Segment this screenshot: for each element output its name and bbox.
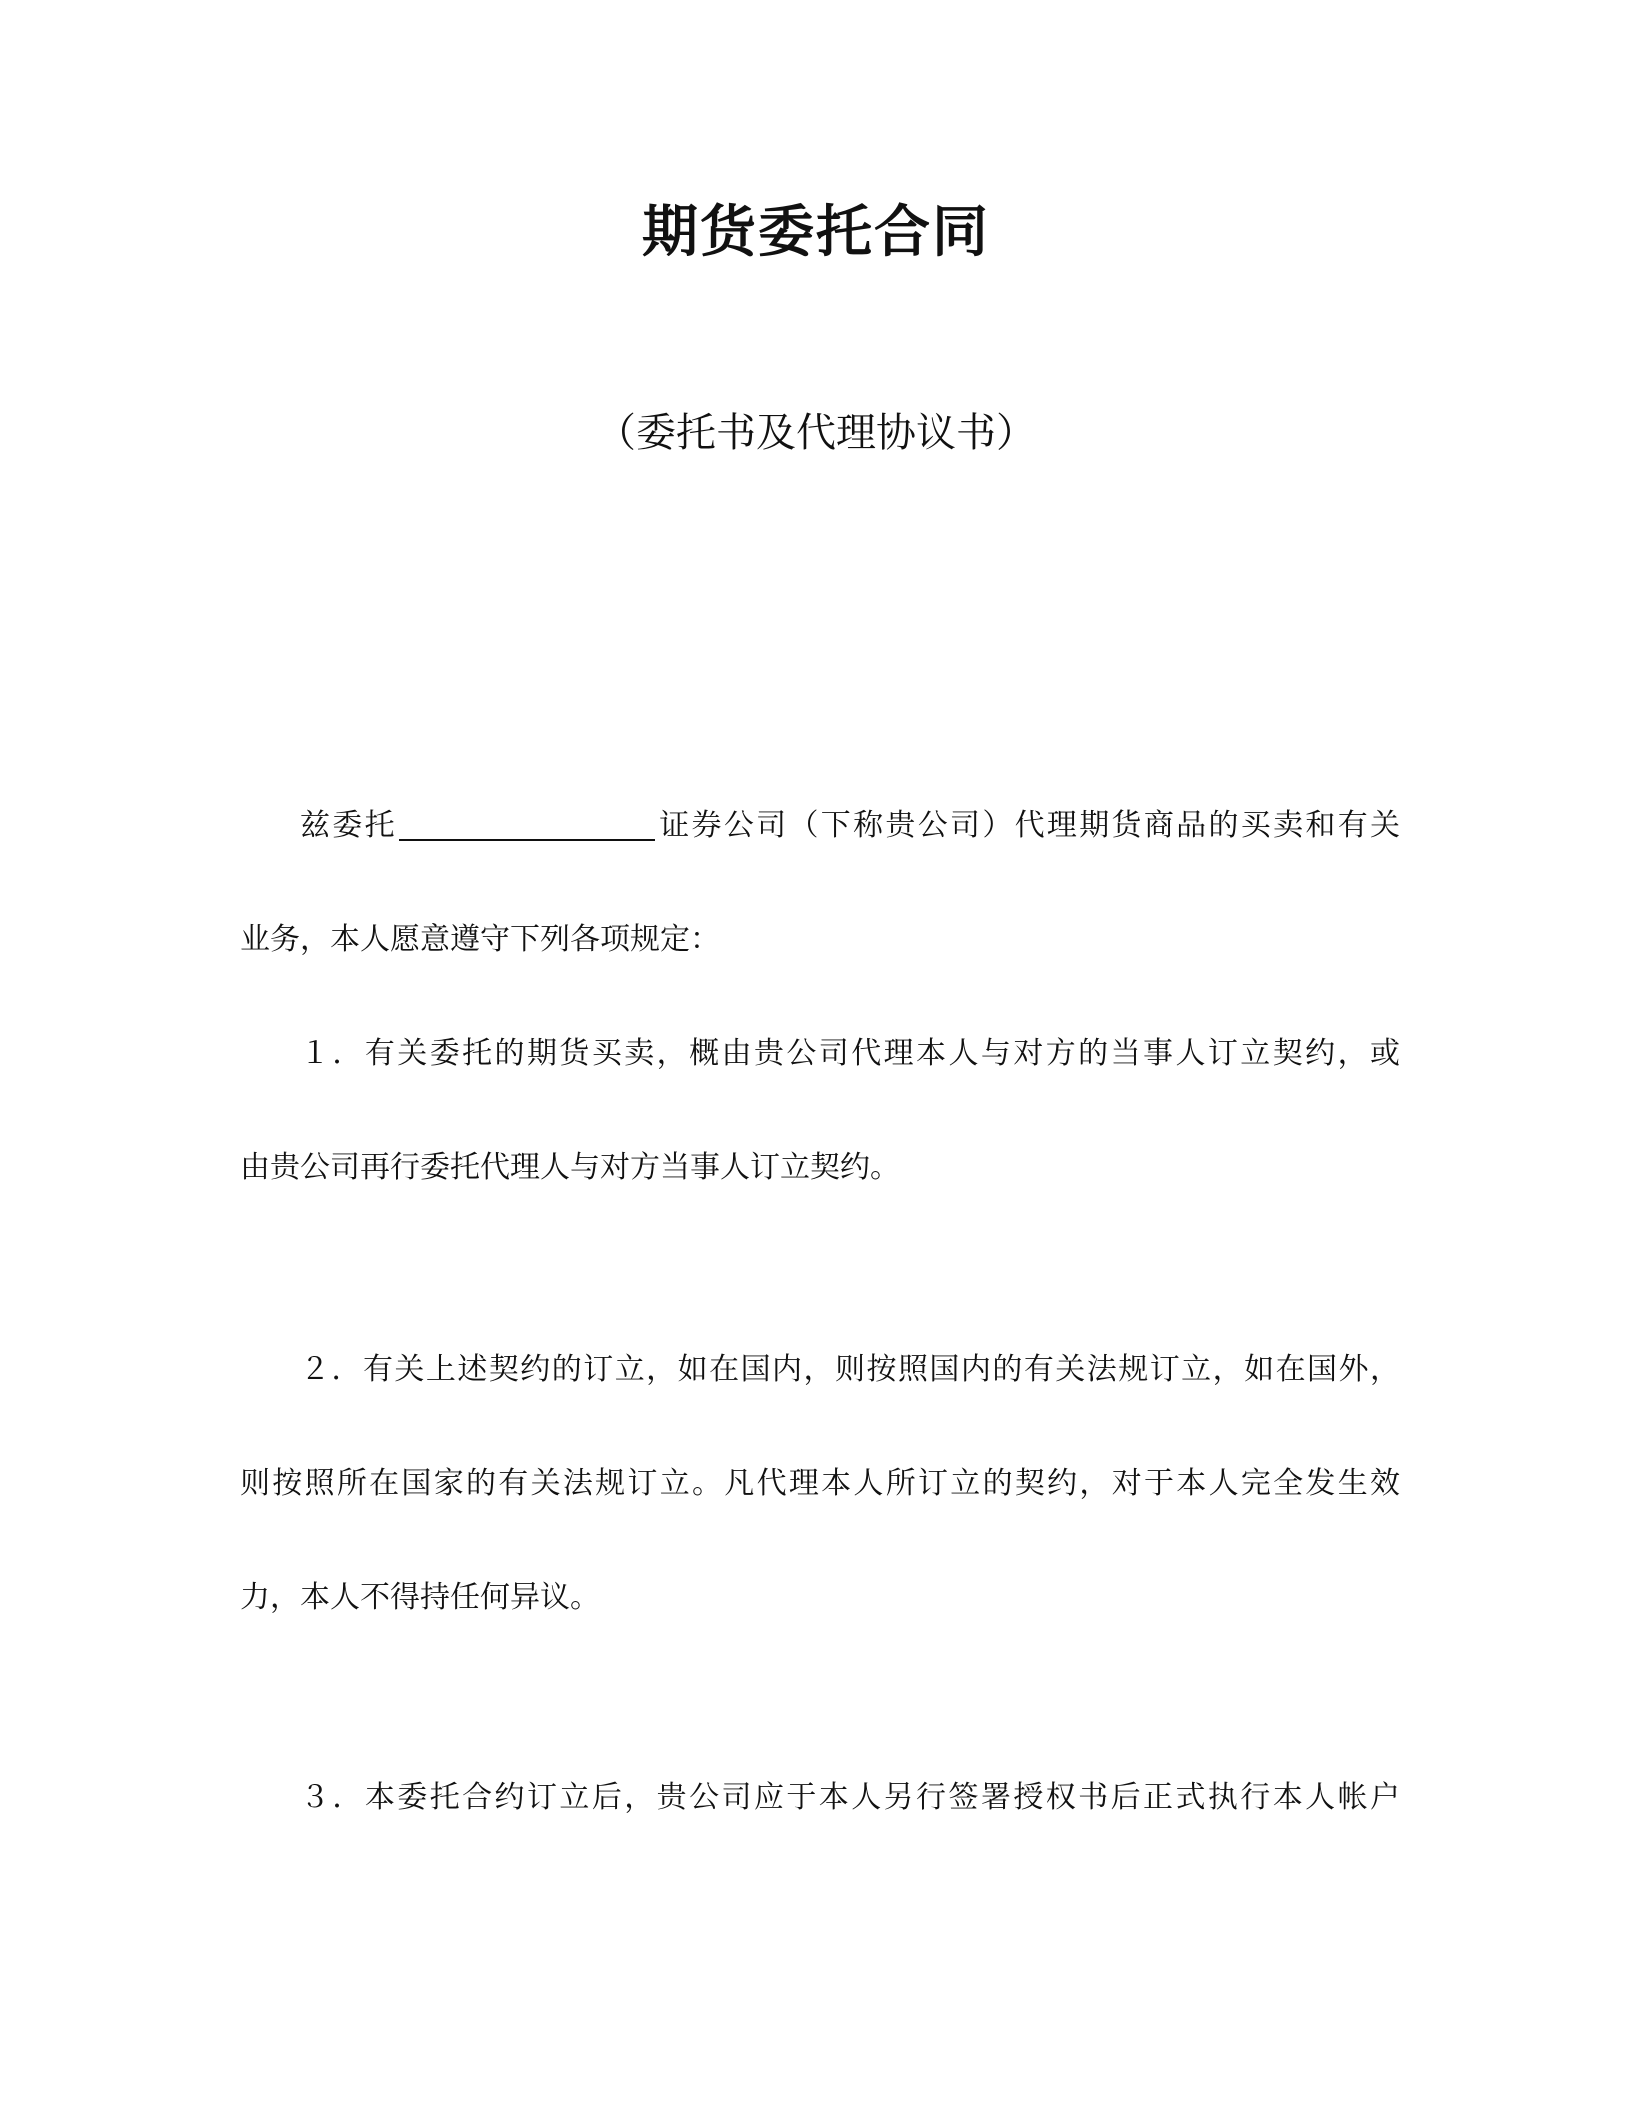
intro-prefix: 兹委托 bbox=[300, 808, 397, 843]
document-title: 期货委托合同 bbox=[642, 200, 990, 265]
clause-2-line-3: 力，本人不得持任何异议。 bbox=[240, 1580, 600, 1615]
clause-3-line-1: ３．本委托合约订立后，贵公司应于本人另行签署授权书后正式执行本人帐户 bbox=[300, 1780, 1400, 1815]
document-subtitle: （委托书及代理协议书） bbox=[596, 410, 1036, 456]
intro-line-2: 业务，本人愿意遵守下列各项规定： bbox=[240, 922, 720, 957]
clause-2-line-2: 则按照所在国家的有关法规订立。凡代理本人所订立的契约，对于本人完全发生效 bbox=[240, 1466, 1400, 1501]
intro-line-1 bbox=[300, 804, 1400, 848]
company-name-blank bbox=[399, 809, 655, 841]
clause-1-line-1: １．有关委托的期货买卖，概由贵公司代理本人与对方的当事人订立契约，或 bbox=[300, 1036, 1400, 1071]
clause-1-line-2: 由贵公司再行委托代理人与对方当事人订立契约。 bbox=[240, 1150, 900, 1185]
intro-suffix: 证券公司（下称贵公司）代理期货商品的买卖和有关 bbox=[656, 808, 1401, 843]
clause-2-line-1: ２．有关上述契约的订立，如在国内，则按照国内的有关法规订立，如在国外， bbox=[300, 1352, 1400, 1387]
